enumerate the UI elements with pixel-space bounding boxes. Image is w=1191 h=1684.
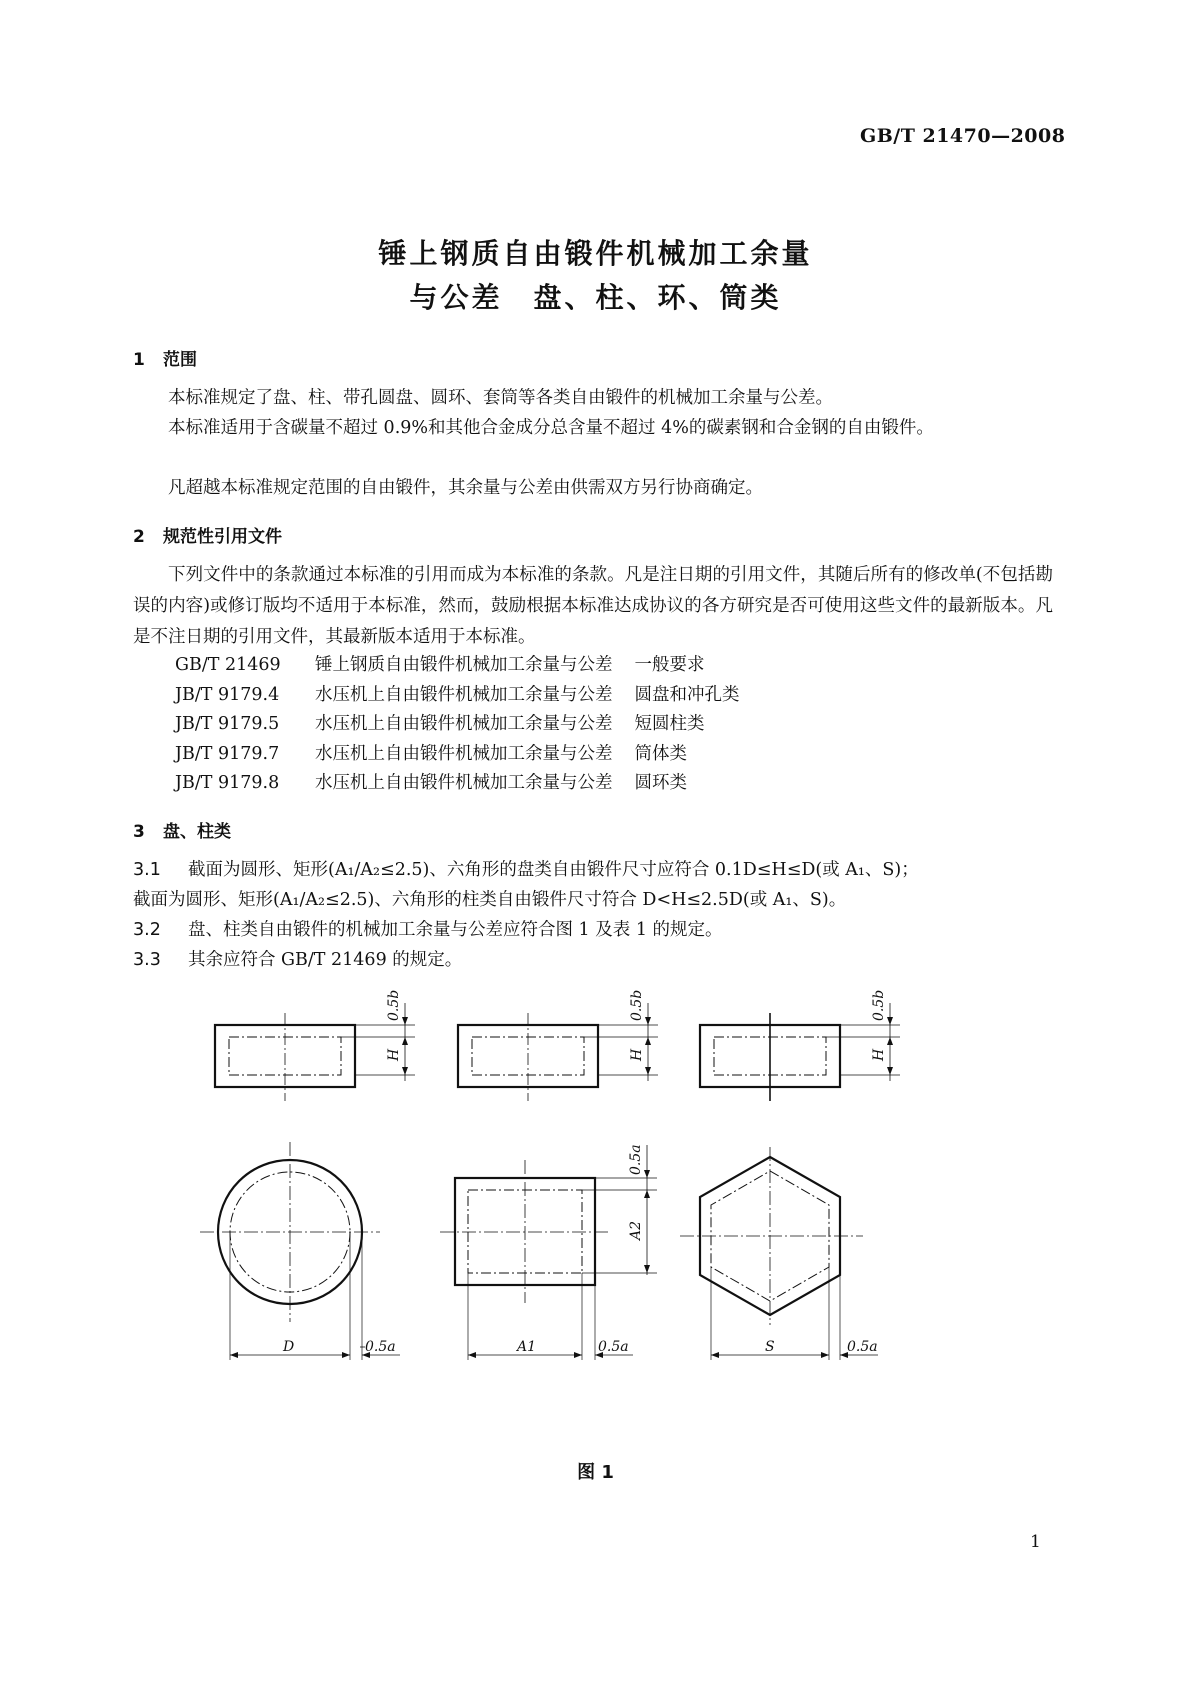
reference-item (175, 651, 705, 676)
disc-elevation-view-3 (700, 1003, 900, 1101)
page-number: 1 (1030, 1532, 1041, 1552)
reference-title: 水压机上自由锻件机械加工余量与公差 (315, 685, 613, 705)
section-number: 1 (133, 350, 145, 370)
reference-subtitle: 筒体类 (634, 744, 687, 764)
disc-elevation-view-1 (215, 1003, 415, 1101)
clause (133, 946, 462, 971)
disc-elevation-view-2 (458, 1003, 658, 1101)
reference-title: 锤上钢质自由锻件机械加工余量与公差 (315, 655, 613, 675)
document-title-line2: 与公差 盘、柱、环、筒类 (409, 281, 782, 314)
reference-item (175, 740, 687, 765)
clause-number: 3.3 (133, 950, 161, 970)
standard-code: GB/T 21470—2008 (860, 125, 1066, 147)
reference-item (175, 710, 705, 735)
paragraph: 凡超越本标准规定范围的自由锻件，其余量与公差由供需双方另行协商确定。 (168, 478, 763, 498)
reference-title: 水压机上自由锻件机械加工余量与公差 (315, 773, 613, 793)
figure-1-drawings (195, 985, 955, 1435)
dim-label-S: S (765, 1339, 775, 1355)
dim-label-A1: A1 (517, 1339, 537, 1355)
hexagonal-section-view (680, 1147, 878, 1360)
clause-text: 截面为圆形、矩形(A₁/A₂≤2.5)、六角形的柱类自由锻件尺寸符合 D<H≤2.5D(或 A₁、S)。 (133, 890, 847, 910)
dim-label-0.5b: 0.5b (629, 989, 645, 1021)
figure-caption: 图 1 (577, 1462, 614, 1483)
clause-text: 截面为圆形、矩形(A₁/A₂≤2.5)、六角形的盘类自由锻件尺寸应符合 0.1D≤H≤D(或 A₁、S)； (188, 860, 919, 880)
clause-continuation (133, 886, 846, 911)
section-heading-scope (133, 345, 197, 370)
reference-code: JB/T 9179.4 (175, 685, 280, 705)
reference-subtitle: 一般要求 (634, 655, 705, 675)
reference-code: JB/T 9179.8 (175, 773, 280, 793)
dim-label-0.5a: 0.5a (628, 1144, 644, 1175)
dim-label-0.5a: 0.5a (365, 1339, 396, 1355)
section-heading-references (133, 522, 282, 547)
dim-label-0.5a: 0.5a (847, 1339, 878, 1355)
reference-code: GB/T 21469 (175, 655, 281, 675)
paragraph: 本标准适用于含碳量不超过 0.9%和其他合金成分总含量不超过 4%的碳素钢和合金钢的自由锻件。 (168, 418, 934, 438)
reference-item (175, 681, 740, 706)
clause (133, 916, 723, 941)
section-heading-disc-column (133, 817, 231, 842)
reference-subtitle: 圆盘和冲孔类 (634, 685, 740, 705)
section-title: 盘、柱类 (163, 822, 231, 842)
section-number: 2 (133, 527, 145, 547)
reference-subtitle: 短圆柱类 (634, 714, 705, 734)
document-title-line1: 锤上钢质自由锻件机械加工余量 (378, 237, 813, 270)
dim-label-H: H (871, 1048, 887, 1061)
paragraph: 本标准规定了盘、柱、带孔圆盘、圆环、套筒等各类自由锻件的机械加工余量与公差。 (168, 388, 833, 408)
reference-item (175, 769, 687, 794)
clause-text: 其余应符合 GB/T 21469 的规定。 (188, 950, 463, 970)
dim-label-H: H (386, 1048, 402, 1061)
reference-title: 水压机上自由锻件机械加工余量与公差 (315, 744, 613, 764)
dimension-arrowheads (230, 1017, 893, 1358)
section-title: 规范性引用文件 (163, 527, 282, 547)
dim-label-A2: A2 (628, 1220, 644, 1240)
rectangular-section-view (440, 1145, 657, 1360)
paragraph: 下列文件中的条款通过本标准的引用而成为本标准的条款。凡是注日期的引用文件，其随后所有的修改单(不包括勘误的内容)或修订版均不适用于本标准，然而，鼓励根据本标准达成协议的各方研究是否可使用这些文件的最新版本。凡是不注日期的引用文件，其最新版本适用于本标准。 (133, 565, 1053, 647)
clause-text: 盘、柱类自由锻件的机械加工余量与公差应符合图 1 及表 1 的规定。 (188, 920, 723, 940)
dim-label-0.5b: 0.5b (386, 989, 402, 1021)
dim-label-0.5a: 0.5a (598, 1339, 629, 1355)
clause (133, 856, 919, 881)
clause-number: 3.2 (133, 920, 161, 940)
section-title: 范围 (163, 350, 197, 370)
dim-label-H: H (629, 1048, 645, 1061)
dim-label-0.5b: 0.5b (871, 989, 887, 1021)
clause-number: 3.1 (133, 860, 161, 880)
reference-subtitle: 圆环类 (634, 773, 687, 793)
reference-title: 水压机上自由锻件机械加工余量与公差 (315, 714, 613, 734)
reference-code: JB/T 9179.5 (175, 714, 280, 734)
section-number: 3 (133, 822, 145, 842)
circular-section-view (200, 1142, 400, 1360)
reference-code: JB/T 9179.7 (175, 744, 280, 764)
dim-label-D: D (283, 1339, 295, 1355)
